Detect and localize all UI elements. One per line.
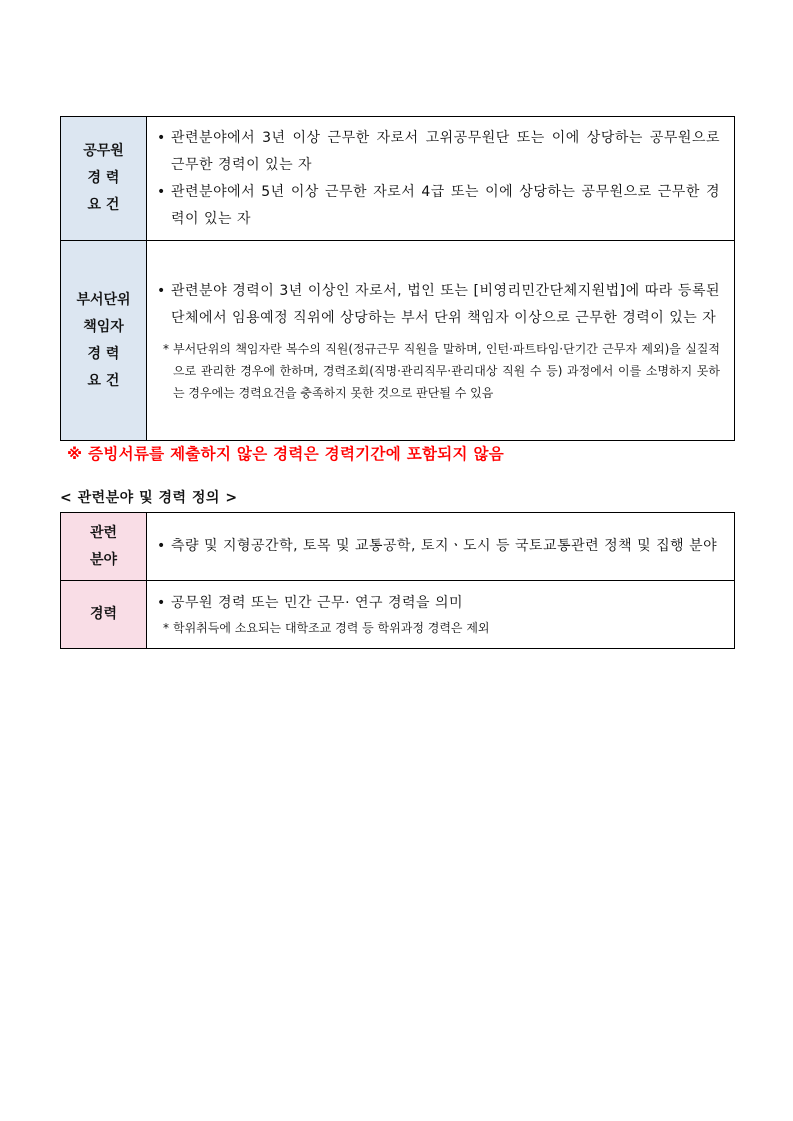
bullet-icon: • [157,183,166,200]
header-line: 요 건 [87,197,120,213]
header-line: 관련 [89,524,118,541]
list-item-text: 관련분야에서 3년 이상 근무한 자로서 고위공무원단 또는 이에 상당하는 공무원으로 근무한 경력이 있는 자 [171,129,720,173]
row-content [147,117,735,241]
row-content [147,581,735,649]
header-line: 경 력 [87,345,120,362]
header-line: 경력 [89,606,118,622]
footnote [157,338,720,404]
row-content [147,241,735,441]
list-item [157,278,720,332]
header-line: 경 력 [87,170,120,186]
header-line: 공무원 [83,143,124,159]
footnote-text: 부서단위의 책임자란 복수의 직원(정규근무 직원을 말하며, 인턴·파트타임·단기간 근무자 제외)을 실질적으로 관리한 경우에 한하며, 경력조회(직명·관리직무·관리대상 직원 수 등) 과정에서 이를 소명하지 못하는 경우에는 경력요건을 충족하지 못한 것으로 판단될 수 있음 [173,341,720,400]
table-row [61,117,735,241]
table-row [61,513,735,581]
asterisk-icon: * [163,341,169,356]
table-row [61,581,735,649]
header-line: 요 건 [87,372,120,389]
bullet-icon: • [157,282,166,299]
header-line: 분야 [89,551,118,568]
row-header-civil-servant [61,117,147,241]
bullet-icon: • [157,538,166,554]
footnote [157,617,720,639]
list-item-text: 관련분야 경력이 3년 이상인 자로서, 법인 또는 [비영리민간단체지원법]에 따라 등록된 단체에서 임용예정 직위에 상당하는 부서 단위 책임자 이상으로 근무한 경력이 있는 자 [171,282,720,326]
header-line: 책임자 [83,318,124,335]
list-item-text: 공무원 경력 또는 민간 근무· 연구 경력을 의미 [171,595,464,611]
definitions-table [60,512,735,649]
footnote-text: 학위취득에 소요되는 대학조교 경력 등 학위과정 경력은 제외 [173,621,490,635]
list-item [157,125,720,179]
row-content [147,513,735,581]
bullet-icon: • [157,595,166,611]
list-item [157,533,720,560]
eligibility-table [60,116,735,441]
row-header-career [61,581,147,649]
warning-notice: ※ 증빙서류를 제출하지 않은 경력은 경력기간에 포함되지 않음 [67,445,505,463]
list-item [157,179,720,233]
list-item-text: 관련분야에서 5년 이상 근무한 자로서 4급 또는 이에 상당하는 공무원으로 근무한 경력이 있는 자 [171,183,720,227]
row-header-department-head [61,241,147,441]
list-item-text: 측량 및 지형공간학, 토목 및 교통공학, 토지ㆍ도시 등 국토교통관련 정책 및 집행 분야 [171,538,718,554]
bullet-icon: • [157,129,166,146]
header-line: 부서단위 [76,291,131,308]
list-item [157,590,720,617]
table-row [61,241,735,441]
asterisk-icon: * [163,621,169,635]
section-title: < 관련분야 및 경력 정의 > [60,490,238,506]
row-header-related-field [61,513,147,581]
